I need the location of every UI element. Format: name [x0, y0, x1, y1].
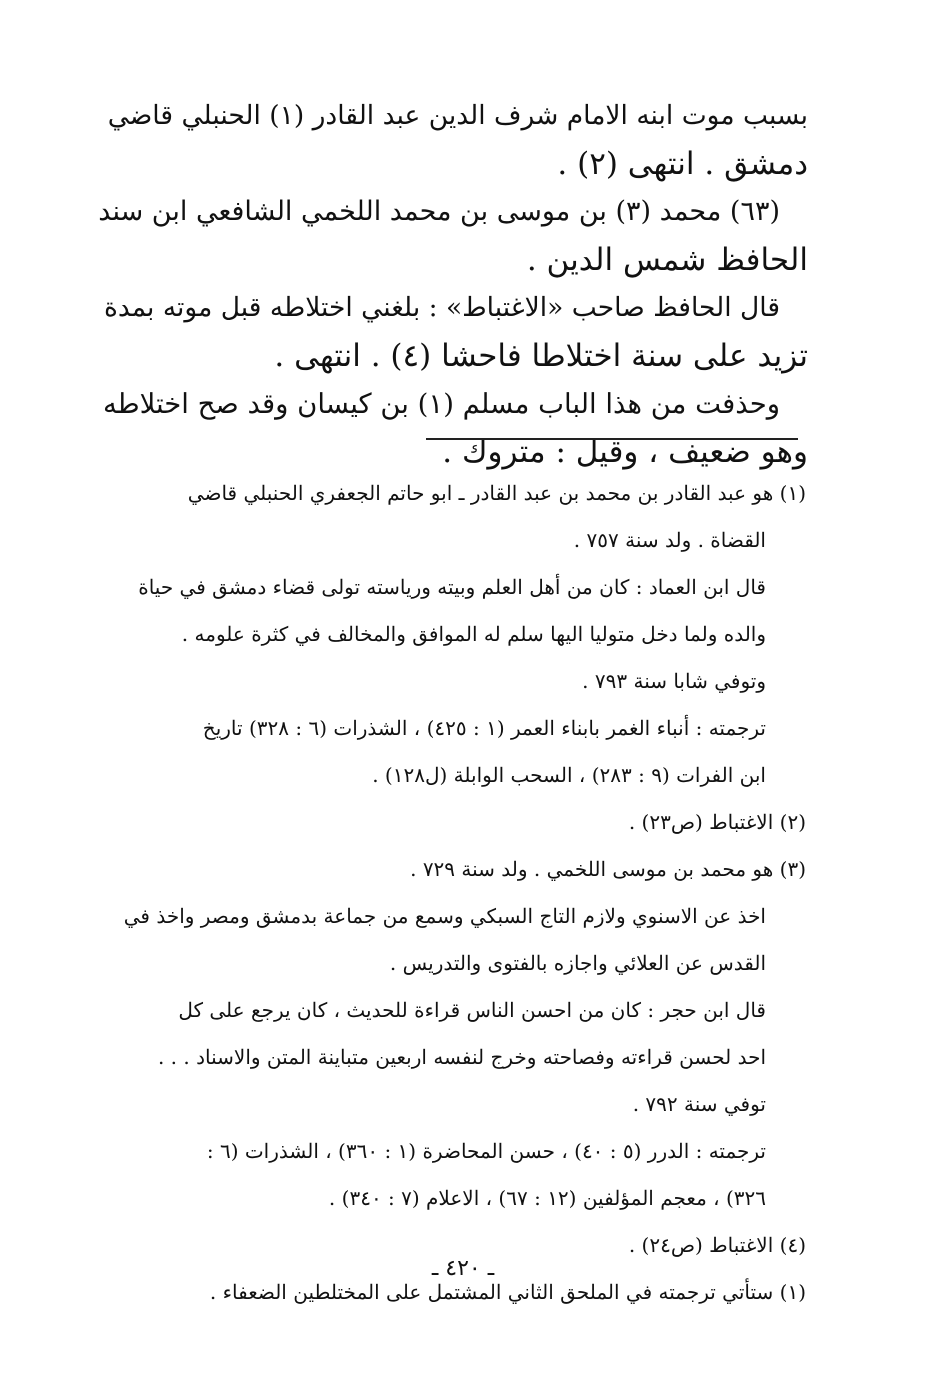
footnote-divider	[426, 438, 798, 440]
page-number: ـ ٤٢٠ ـ	[431, 1256, 495, 1281]
footnote-line: (١) هو عبد القادر بن محمد بن عبد القادر ـ ابو حاتم الجعفري الحنبلي قاضي	[187, 481, 806, 505]
footnote-line: وتوفي شابا سنة ٧٩٣ .	[582, 669, 766, 693]
footnote-line: (٤) الاغتباط (ص٢٤) .	[628, 1233, 806, 1257]
footnote-line: القضاة . ولد سنة ٧٥٧ .	[573, 528, 766, 552]
main-line: الحافظ شمس الدين .	[526, 242, 808, 278]
footnote-line: اخذ عن الاسنوي ولازم التاج السبكي وسمع من جماعة بدمشق ومصر واخذ في	[123, 904, 766, 928]
footnote-line: (٢) الاغتباط (ص٢٣) .	[628, 810, 806, 834]
footnote-line: ترجمته : أنباء الغمر بابناء العمر (١ : ٤٢٥) ، الشذرات (٦ : ٣٢٨) تاريخ	[202, 716, 766, 740]
footnotes	[96, 470, 806, 1316]
footnote-line: ابن الفرات (٩ : ٢٨٣) ، السحب الوابلة (ل١٢٨) .	[372, 763, 766, 787]
main-line: وحذفت من هذا الباب مسلم (١) بن كيسان وقد صح اختلاطه	[102, 388, 780, 420]
main-line: دمشق . انتهى (٢) .	[557, 146, 808, 182]
footnote-line: قال ابن حجر : كان من احسن الناس قراءة للحديث ، كان يرجع على كل	[178, 998, 766, 1022]
entry-heading: (٦٣) محمد (٣) بن موسى بن محمد اللخمي الشافعي ابن سند	[98, 196, 780, 227]
footnote-line: (١) ستأتي ترجمته في الملحق الثاني المشتمل على المختلطين الضعفاء .	[209, 1280, 806, 1304]
footnote-line: ترجمته : الدرر (٥ : ٤٠) ، حسن المحاضرة (١ : ٣٦٠) ، الشذرات (٦ :	[206, 1139, 766, 1163]
main-line: بسبب موت ابنه الامام شرف الدين عبد القادر (١) الحنبلي قاضي	[107, 100, 808, 131]
main-text	[96, 92, 808, 476]
footnote-line: احد لحسن قراءته وفصاحته وخرج لنفسه اربعين متباينة المتن والاسناد . . .	[157, 1045, 766, 1069]
footnote-line: ٣٢٦) ، معجم المؤلفين (١٢ : ٦٧) ، الاعلام (٧ : ٣٤٠) .	[328, 1186, 766, 1210]
footnote-line: (٣) هو محمد بن موسى اللخمي . ولد سنة ٧٢٩ .	[410, 857, 806, 881]
footnote-line: القدس عن العلائي واجازه بالفتوى والتدريس .	[389, 951, 766, 975]
footnote-line: قال ابن العماد : كان من أهل العلم وبيته ورياسته تولى قضاء دمشق في حياة	[138, 575, 766, 599]
main-line: تزيد على سنة اختلاطا فاحشا (٤) . انتهى .	[274, 338, 808, 374]
main-line: قال الحافظ صاحب «الاغتباط» : بلغني اختلاطه قبل موته بمدة	[103, 292, 780, 323]
footnote-line: توفي سنة ٧٩٢ .	[632, 1092, 766, 1116]
footnote-line: والده ولما دخل متوليا اليها سلم له الموافق والمخالف في كثرة علومه .	[181, 622, 766, 646]
main-line: وهو ضعيف ، وقيل : متروك .	[442, 434, 808, 470]
